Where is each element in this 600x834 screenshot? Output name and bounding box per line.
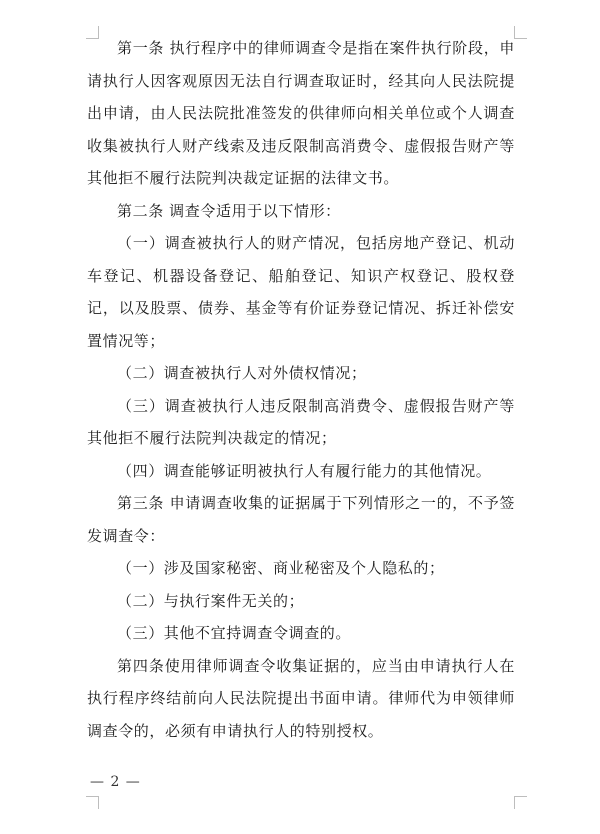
article-3-item-3: （三）其他不宜持调查令调查的。 [117,624,352,642]
article-2-heading: 第二条 调查令适用于以下情形： [117,201,341,220]
document-body [87,32,515,747]
crop-mark-bottom-right [514,796,527,809]
article-2-item-3: （三）调查被执行人违反限制高消费令、虚假报告财产等其他拒不履行法院判决裁定的情况； [87,396,515,447]
article-3-item-2: （二）与执行案件无关的； [117,591,305,610]
article-1: 第一条 执行程序中的律师调查令是指在案件执行阶段，申请执行人因客观原因无法自行调查取证时，经其向人民法院提出申请，由人民法院批准签发的供律师向相关单位或个人调查收集被执行人财产线索及违反限制高消费令、虚假报告财产等其他拒不履行法院判决裁定证据的法律文书。 [87,39,515,187]
crop-mark-top-right [514,26,527,39]
article-2-item-1: （一）调查被执行人的财产情况，包括房地产登记、机动车登记、机器设备登记、船舶登记、知识产权登记、股权登记，以及股票、债券、基金等有价证券登记情况、拆迁补偿安置情况等； [87,234,515,350]
page-number: — 2 — [90,774,141,790]
article-3-heading: 第三条 申请调查收集的证据属于下列情形之一的，不予签发调查令： [87,494,515,545]
article-4: 第四条使用律师调查令收集证据的，应当由申请执行人在执行程序终结前向人民法院提出书面申请。律师代为申领律师调查令的，必须有申请执行人的特别授权。 [87,656,515,740]
crop-mark-bottom-left [86,796,99,809]
article-2-item-2: （二）调查被执行人对外债权情况； [117,364,367,382]
article-3-item-1: （一）涉及国家秘密、商业秘密及个人隐私的； [117,559,445,577]
article-2-item-4: （四）调查能够证明被执行人有履行能力的其他情况。 [117,461,492,480]
